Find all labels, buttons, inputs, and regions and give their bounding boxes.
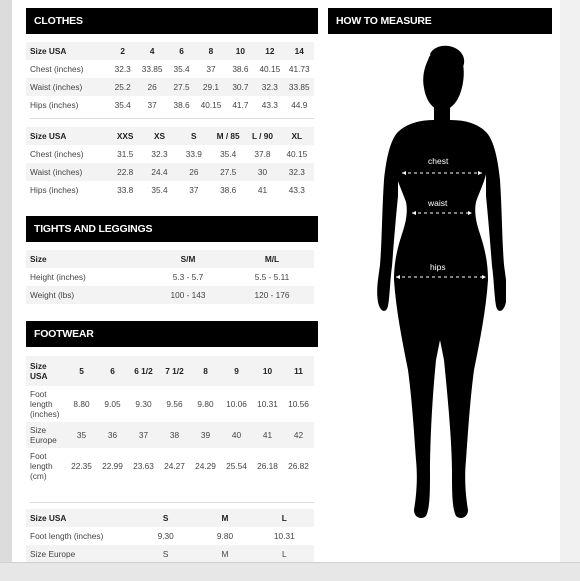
row-label: Foot length (inches) — [30, 389, 60, 419]
table-cell: 23.63 — [133, 461, 154, 471]
chest-label: chest — [428, 156, 449, 166]
column-header: 6 1/2 — [128, 356, 159, 386]
footwear-table-numeric — [26, 356, 314, 484]
table-cell: 22.8 — [108, 163, 142, 181]
table-cell: 43.3 — [261, 100, 278, 110]
column-header-label: Size — [26, 250, 146, 268]
column-header: XXS — [108, 127, 142, 145]
table-cell: 9.30 — [135, 399, 152, 409]
column-header: 7 1/2 — [159, 356, 190, 386]
table-cell: 35.4 — [220, 149, 237, 159]
column-header: M — [195, 509, 254, 527]
table-cell: 100 - 143 — [146, 286, 230, 304]
table-row — [26, 422, 314, 448]
column-header: 6 — [167, 42, 196, 60]
table-cell: 40.15 — [286, 149, 308, 159]
hips-label: hips — [430, 262, 446, 272]
table-cell: 27.5 — [211, 163, 245, 181]
table-cell: 33.9 — [185, 149, 202, 159]
column-header: 14 — [285, 42, 314, 60]
table-cell: 37 — [147, 100, 157, 110]
clothes-table-letter — [26, 127, 314, 199]
table-row — [26, 181, 314, 199]
divider — [30, 502, 314, 503]
table-cell: 44.9 — [291, 100, 308, 110]
table-cell: 40.15 — [259, 64, 281, 74]
column-header: M / 85 — [211, 127, 245, 145]
table-row — [26, 286, 314, 304]
table-cell: 40.15 — [200, 100, 222, 110]
column-header: 12 — [255, 42, 284, 60]
row-label: Weight (lbs) — [26, 286, 146, 304]
row-label: Chest (inches) — [30, 149, 84, 159]
row-label: Size Europe — [26, 422, 66, 448]
row-label: Waist (inches) — [26, 78, 108, 96]
table-cell: 5.5 - 5.11 — [254, 272, 290, 282]
table-cell: 38.6 — [232, 64, 249, 74]
table-cell: 120 - 176 — [230, 286, 314, 304]
table-row — [26, 163, 314, 181]
table-cell: 22.99 — [102, 461, 123, 471]
table-cell: 35.4 — [173, 64, 190, 74]
table-row — [26, 448, 314, 484]
table-cell: 35 — [66, 422, 97, 448]
table-cell: 8.80 — [73, 399, 90, 409]
row-label: Chest (inches) — [30, 64, 84, 74]
table-cell: 26.82 — [288, 461, 309, 471]
column-header: 8 — [196, 42, 225, 60]
table-cell: 37 — [206, 64, 216, 74]
table-cell: 32.3 — [151, 149, 168, 159]
table-header-row — [26, 127, 314, 145]
column-header: L — [255, 509, 314, 527]
row-label: Hips (inches) — [30, 185, 79, 195]
column-header: 8 — [190, 356, 221, 386]
table-cell: 9.05 — [104, 399, 121, 409]
row-label: Foot length (inches) — [30, 531, 104, 541]
size-charts-column — [26, 0, 318, 562]
table-cell: 22.35 — [71, 461, 92, 471]
column-header-label: Size USA — [26, 356, 66, 386]
clothes-table-numeric — [26, 42, 314, 114]
row-label: Waist (inches) — [26, 163, 108, 181]
table-cell: M — [195, 545, 254, 563]
table-cell: 41 — [252, 422, 283, 448]
table-cell: 24.27 — [164, 461, 185, 471]
how-to-measure-column — [328, 0, 552, 562]
table-cell: 32.3 — [280, 163, 314, 181]
table-cell: L — [255, 545, 314, 563]
column-header: S — [136, 509, 195, 527]
row-label: Foot length (cm) — [30, 451, 53, 481]
table-header-row — [26, 42, 314, 60]
table-cell: 9.80 — [216, 531, 234, 541]
row-label: Size Europe — [26, 545, 136, 563]
column-header: 11 — [283, 356, 314, 386]
table-header-row — [26, 250, 314, 268]
table-cell: 9.80 — [197, 399, 214, 409]
column-header: XS — [142, 127, 176, 145]
column-header: S/M — [146, 250, 230, 268]
column-header: 4 — [137, 42, 166, 60]
table-cell: 25.54 — [226, 461, 247, 471]
table-cell: 24.4 — [142, 163, 176, 181]
table-cell: 31.5 — [117, 149, 134, 159]
column-header: 2 — [108, 42, 137, 60]
column-header: 10 — [252, 356, 283, 386]
table-cell: 43.3 — [288, 185, 305, 195]
column-header: 6 — [97, 356, 128, 386]
waist-label: waist — [428, 198, 448, 208]
table-cell: 39 — [190, 422, 221, 448]
table-cell: 26 — [177, 163, 211, 181]
table-cell: 35.4 — [151, 185, 168, 195]
table-cell: 36 — [97, 422, 128, 448]
table-cell: 33.85 — [285, 78, 314, 96]
bottom-frame-edge — [0, 562, 580, 581]
how-to-measure-header: HOW TO MEASURE — [328, 8, 552, 34]
table-cell: 41 — [257, 185, 268, 195]
table-cell: 10.06 — [226, 399, 247, 409]
column-header: XL — [280, 127, 314, 145]
silhouette-figure — [376, 40, 506, 530]
row-label: Hips (inches) — [30, 100, 79, 110]
column-header: 5 — [66, 356, 97, 386]
table-cell: 35.4 — [114, 100, 131, 110]
table-row — [26, 60, 314, 78]
table-cell: 26 — [137, 78, 166, 96]
table-row — [26, 145, 314, 163]
column-header-label: Size USA — [26, 127, 108, 145]
table-cell: 9.30 — [157, 531, 174, 541]
table-row — [26, 545, 314, 563]
column-header: S — [177, 127, 211, 145]
table-cell: 38 — [159, 422, 190, 448]
table-cell: 26.18 — [257, 461, 278, 471]
table-cell: 29.1 — [196, 78, 225, 96]
tights-header: TIGHTS AND LEGGINGS — [26, 216, 318, 242]
table-row — [26, 78, 314, 96]
table-cell: 10.56 — [288, 399, 309, 409]
table-cell: 33.8 — [117, 185, 134, 195]
table-cell: 37 — [128, 422, 159, 448]
table-cell: 9.56 — [166, 399, 183, 409]
body-silhouette — [376, 40, 506, 530]
table-cell: 27.5 — [167, 78, 196, 96]
table-row — [26, 96, 314, 114]
table-cell: 41.7 — [232, 100, 249, 110]
table-cell: 38.6 — [220, 185, 237, 195]
table-cell: 32.3 — [114, 64, 131, 74]
table-row — [26, 268, 314, 286]
table-cell: 25.2 — [108, 78, 137, 96]
column-header: L / 90 — [245, 127, 279, 145]
footwear-header: FOOTWEAR — [26, 321, 318, 347]
table-cell: 37.8 — [254, 149, 271, 159]
table-cell: 30.7 — [226, 78, 255, 96]
table-cell: 41.73 — [288, 64, 310, 74]
right-frame-edge — [560, 0, 580, 580]
table-cell: 33.85 — [141, 64, 163, 74]
column-header: 10 — [226, 42, 255, 60]
table-header-row — [26, 356, 314, 386]
column-header-label: Size USA — [26, 42, 108, 60]
table-cell: 5.3 - 5.7 — [172, 272, 204, 282]
table-cell: 32.3 — [255, 78, 284, 96]
tights-table — [26, 250, 314, 304]
footwear-table-letter — [26, 509, 314, 563]
left-frame-edge — [0, 0, 12, 580]
divider — [30, 118, 314, 119]
table-cell: 10.31 — [257, 399, 278, 409]
table-cell: 24.29 — [195, 461, 216, 471]
table-cell: 10.31 — [273, 531, 295, 541]
table-cell: 30 — [245, 163, 279, 181]
table-cell: 38.6 — [173, 100, 190, 110]
clothes-header: CLOTHES — [26, 8, 318, 34]
table-cell: 40 — [221, 422, 252, 448]
column-header: 9 — [221, 356, 252, 386]
table-cell: 42 — [283, 422, 314, 448]
table-row — [26, 386, 314, 422]
table-header-row — [26, 509, 314, 527]
table-cell: 37 — [189, 185, 199, 195]
column-header: M/L — [230, 250, 314, 268]
table-row — [26, 527, 314, 545]
table-cell: S — [136, 545, 195, 563]
row-label: Height (inches) — [30, 272, 86, 282]
column-header-label: Size USA — [26, 509, 136, 527]
